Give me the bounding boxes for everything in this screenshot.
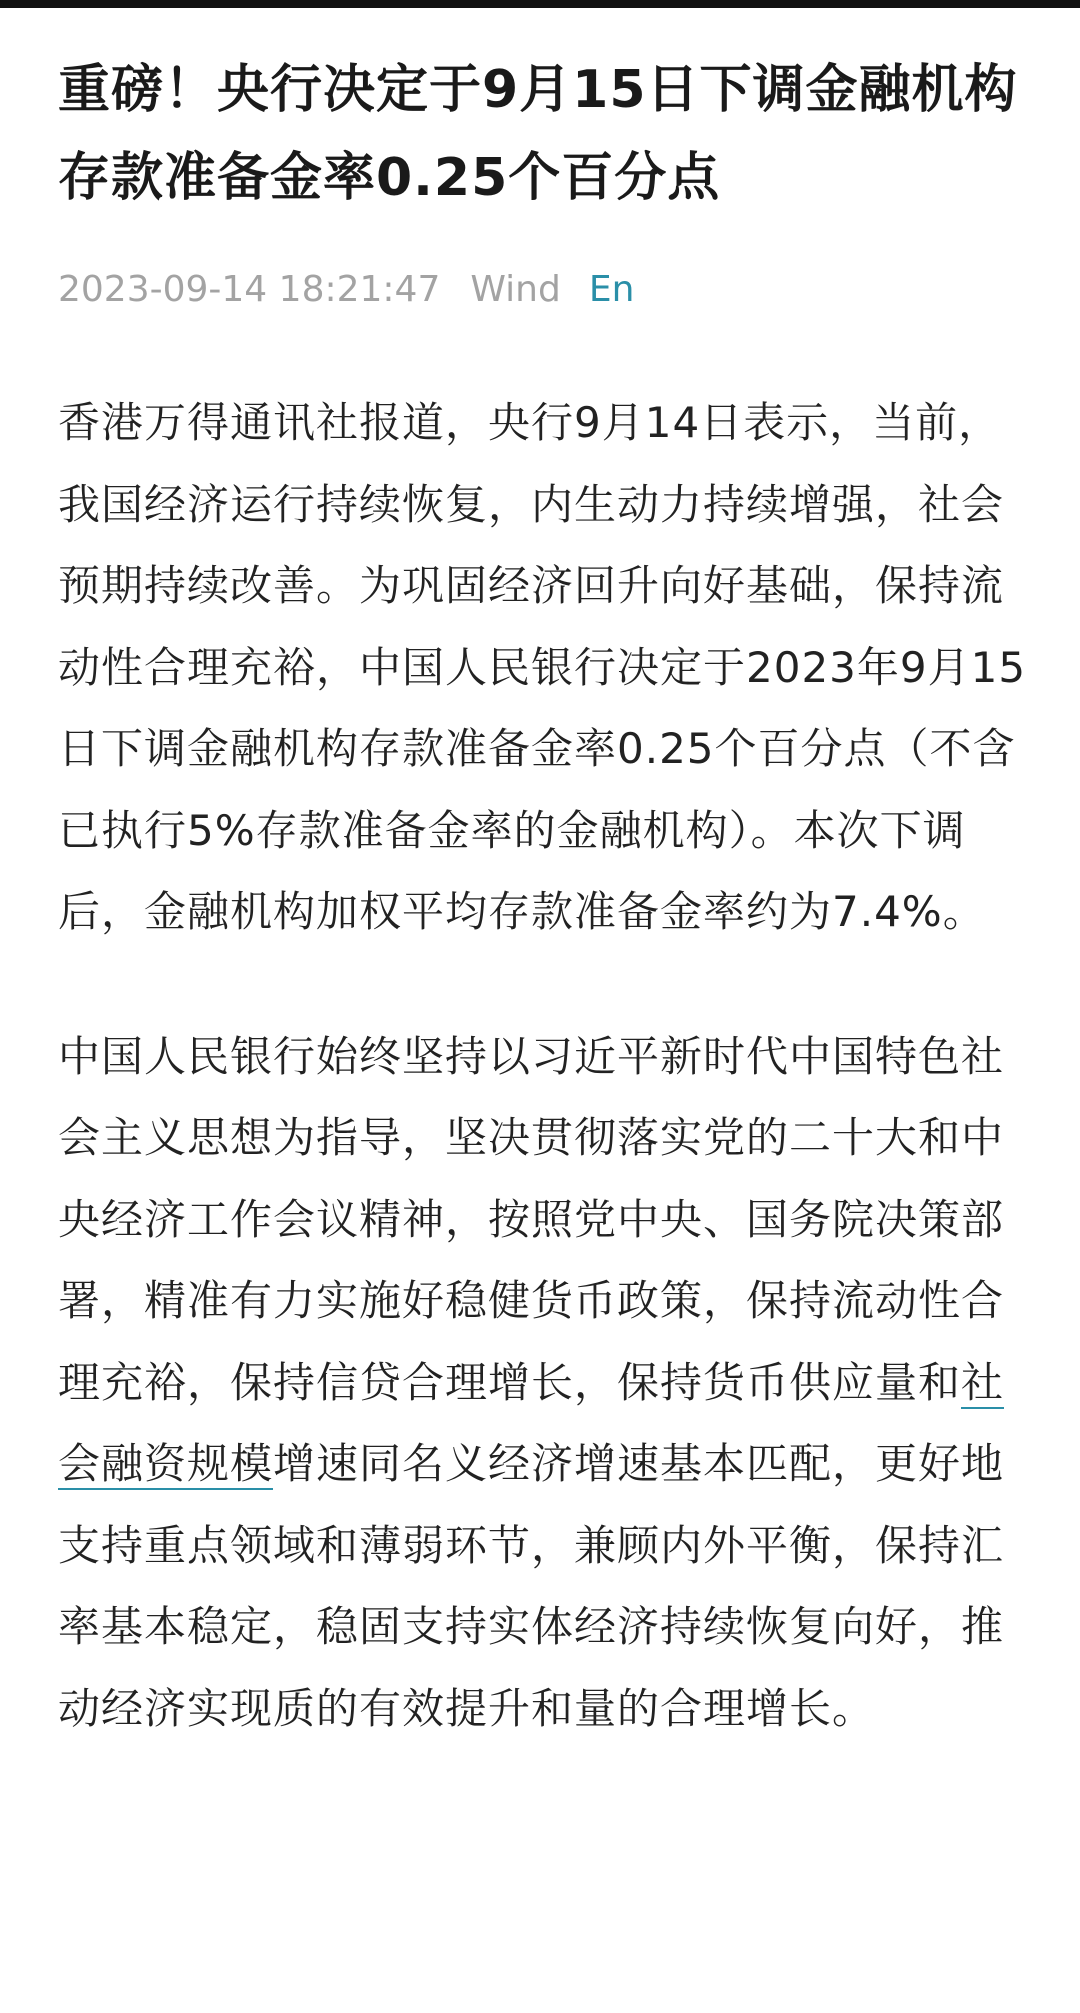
article-paragraph-2 <box>58 1016 1028 1750</box>
article-title: 重磅！央行决定于9月15日下调金融机构存款准备金率0.25个百分点 <box>58 60 1018 208</box>
article-paragraph-1: 香港万得通讯社报道，央行9月14日表示，当前，我国经济运行持续恢复，内生动力持续增强，社会预期持续改善。为巩固经济回升向好基础，保持流动性合理充裕，中国人民银行决定于2023年9月15日下调金融机构存款准备金率0.25个百分点（不含已执行5%存款准备金率的金融机构）。本次下调后，金融机构加权平均存款准备金率约为7.4%。 <box>58 398 1027 936</box>
article-body <box>58 382 1028 1749</box>
paragraph-2-text-after-link: 增速同名义经济增速基本匹配，更好地支持重点领域和薄弱环节，兼顾内外平衡，保持汇率基本稳定，稳固支持实体经济持续恢复向好，推动经济实现质的有效提升和量的合理增长。 <box>58 1439 1005 1733</box>
article <box>58 46 1028 1749</box>
article-source: Wind <box>470 268 561 310</box>
publish-datetime: 2023-09-14 18:21:47 <box>58 268 441 310</box>
status-bar-edge <box>0 0 1080 8</box>
paragraph-2-text-before-link: 中国人民银行始终坚持以习近平新时代中国特色社会主义思想为指导，坚决贯彻落实党的二十大和中央经济工作会议精神，按照党中央、国务院决策部署，精准有力实施好稳健货币政策，保持流动性合理充裕，保持信贷合理增长，保持货币供应量和 <box>58 1031 1005 1407</box>
english-toggle-button[interactable]: En <box>588 268 635 310</box>
article-meta <box>58 264 1028 314</box>
social-financing-scale-link[interactable]: 社会融资规模 <box>58 1357 1005 1488</box>
